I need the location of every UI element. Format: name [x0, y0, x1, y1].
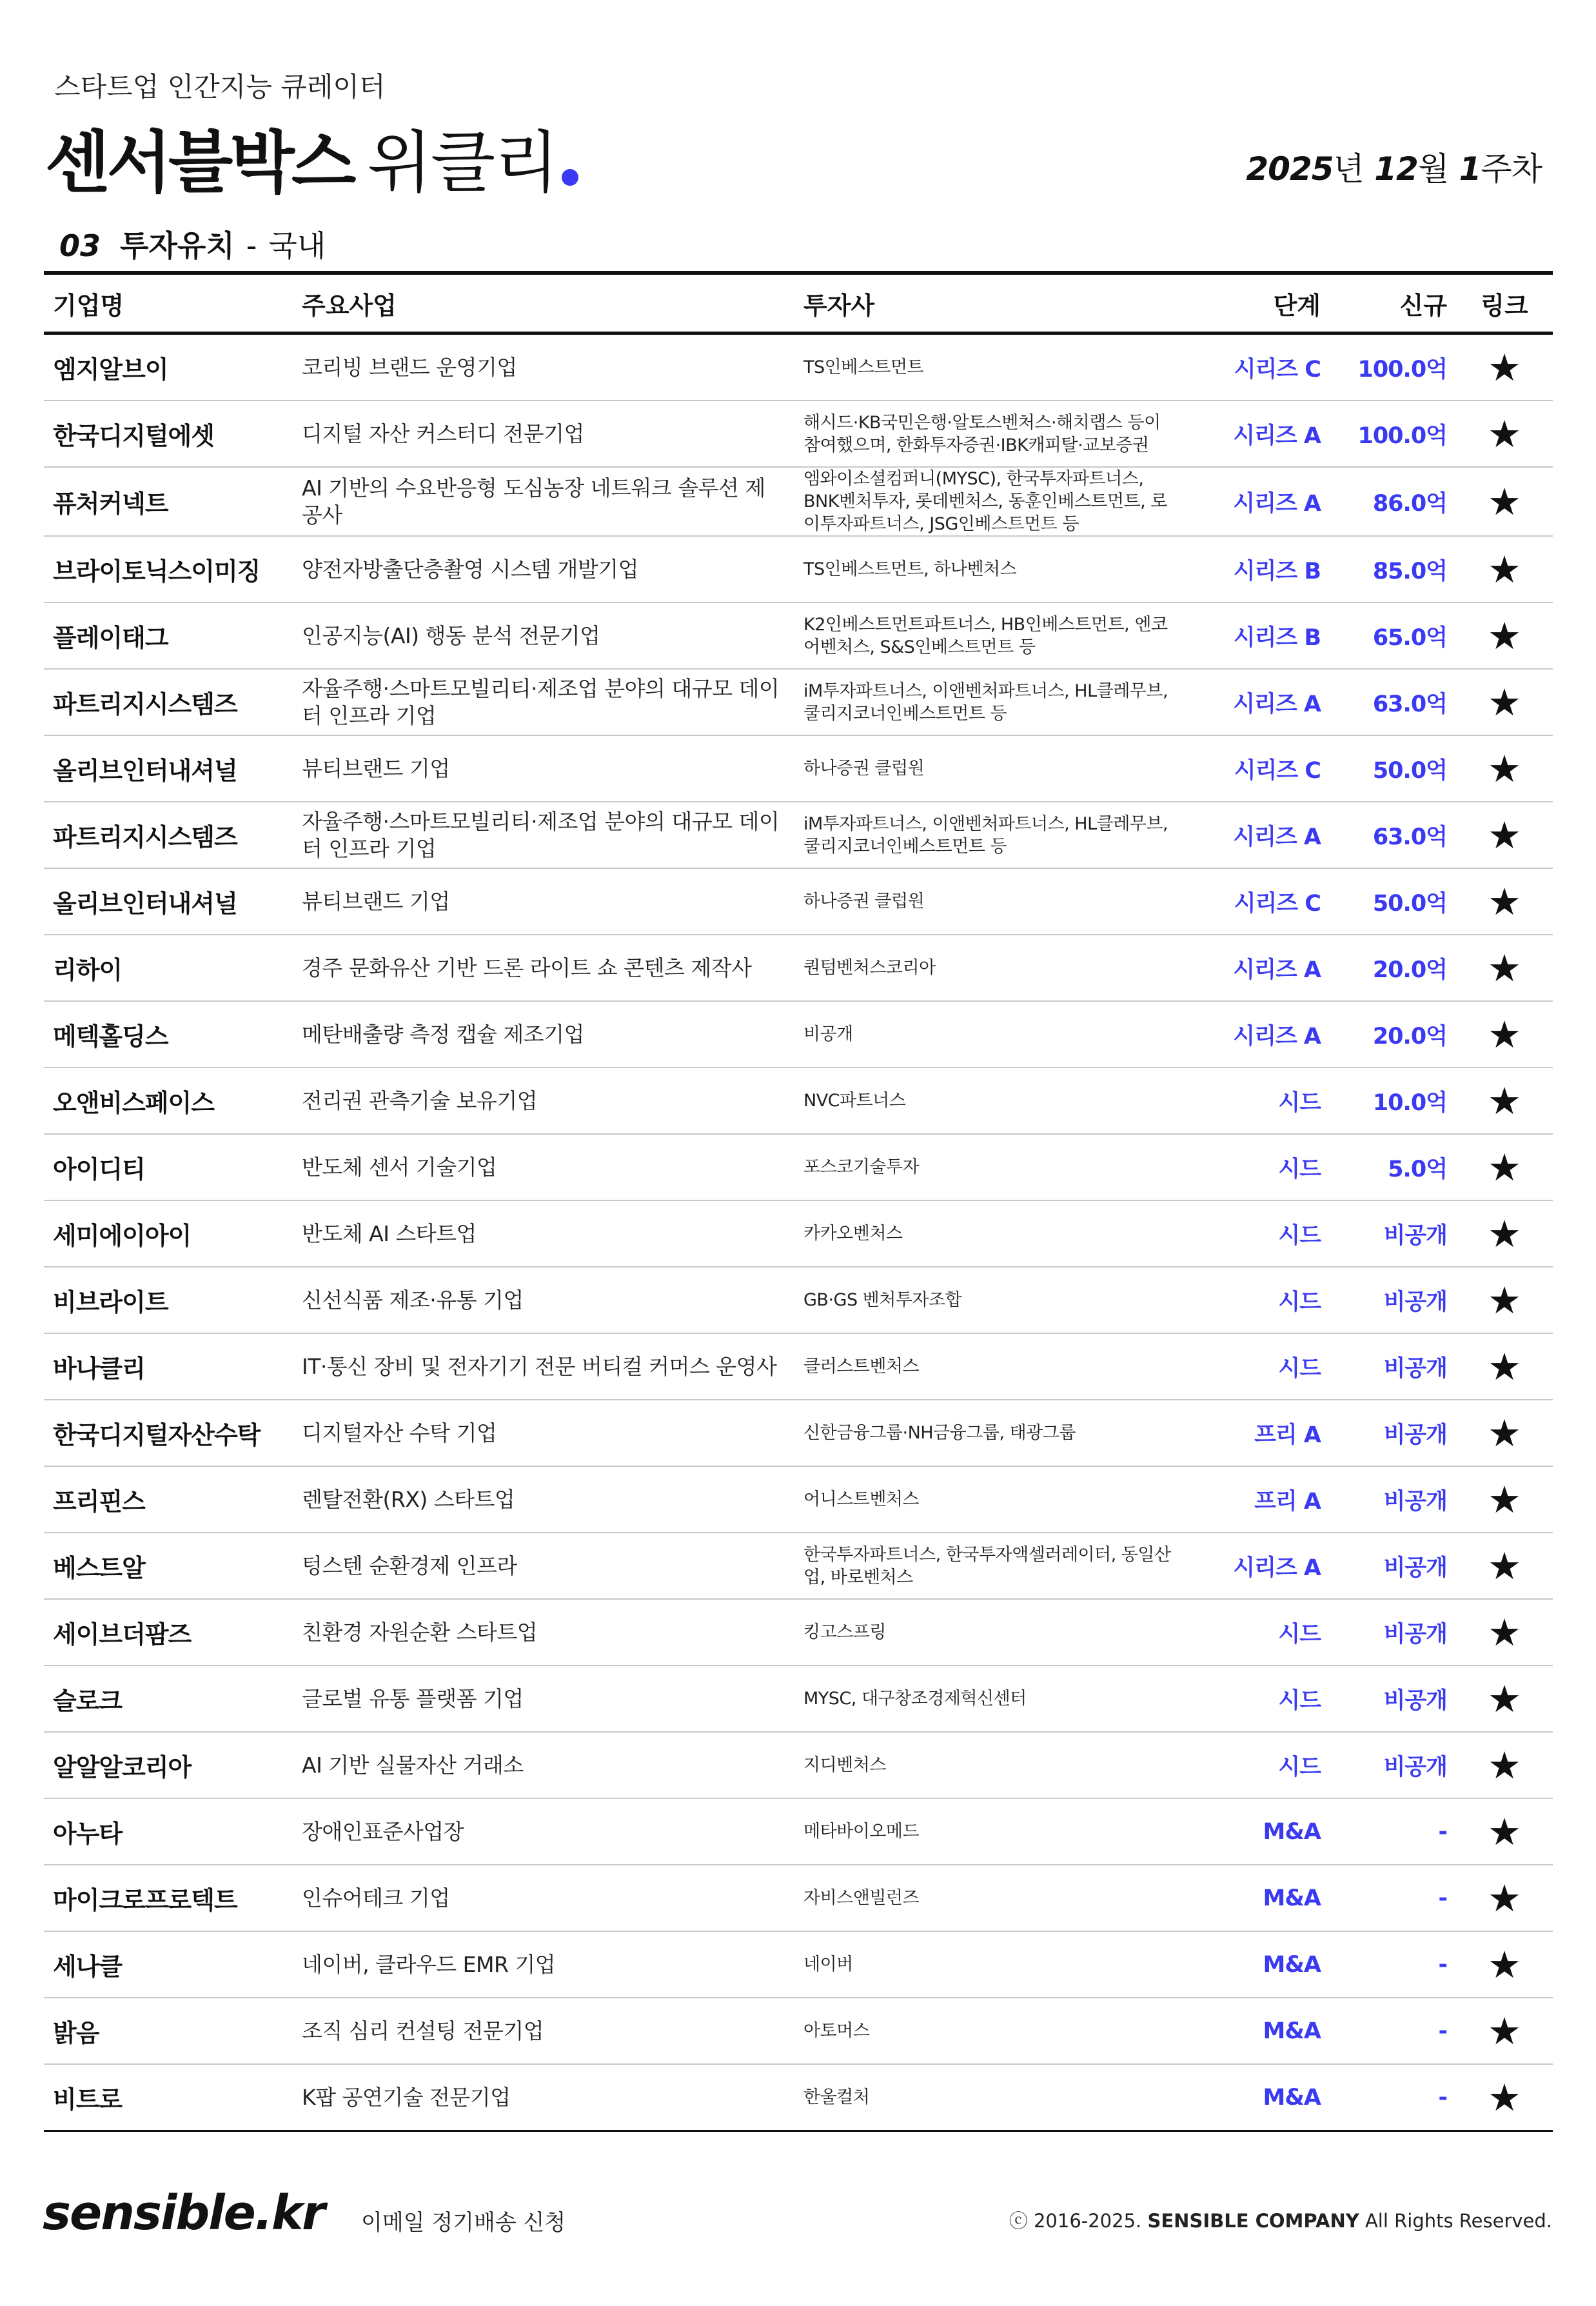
- company-name: 리하이: [44, 935, 293, 1001]
- investor-list: 아토머스: [794, 1998, 1188, 2064]
- star-link-icon[interactable]: ★: [1488, 345, 1521, 390]
- funding-amount: 비공개: [1330, 1400, 1456, 1466]
- table-row: [44, 868, 1553, 935]
- issue-month-suffix: 월: [1417, 150, 1449, 188]
- link-cell: [1456, 1400, 1553, 1466]
- company-name: 엠지알브이: [44, 333, 293, 401]
- funding-amount: 비공개: [1330, 1665, 1456, 1732]
- funding-amount: 50.0억: [1330, 735, 1456, 802]
- funding-amount: -: [1330, 1998, 1456, 2064]
- business-description: IT·통신 장비 및 전자기기 전문 버티컬 커머스 운영사: [293, 1333, 794, 1400]
- investor-list: 어니스트벤처스: [794, 1466, 1188, 1533]
- funding-stage: M&A: [1188, 1931, 1330, 1998]
- link-cell: [1456, 802, 1553, 868]
- funding-stage: M&A: [1188, 2064, 1330, 2131]
- link-cell: [1456, 1599, 1553, 1665]
- business-description: 자율주행·스마트모빌리티·제조업 분야의 대규모 데이터 인프라 기업: [293, 669, 794, 735]
- business-description: 조직 심리 컨설팅 전문기업: [293, 1998, 794, 2064]
- footer-brand[interactable]: sensible.kr: [43, 2185, 324, 2241]
- star-link-icon[interactable]: ★: [1488, 1012, 1521, 1057]
- business-description: 자율주행·스마트모빌리티·제조업 분야의 대규모 데이터 인프라 기업: [293, 802, 794, 868]
- funding-amount: 20.0억: [1330, 935, 1456, 1001]
- business-description: 전리권 관측기술 보유기업: [293, 1068, 794, 1134]
- company-name: 오앤비스페이스: [44, 1068, 293, 1134]
- investor-list: iM투자파트너스, 이앤벤처파트너스, HL클레무브, 쿨리지코너인베스트먼트 등: [794, 802, 1188, 868]
- business-description: 네이버, 클라우드 EMR 기업: [293, 1931, 794, 1998]
- issue-date: [1246, 143, 1542, 190]
- business-description: 인공지능(AI) 행동 분석 전문기업: [293, 602, 794, 669]
- star-link-icon[interactable]: ★: [1488, 879, 1521, 924]
- funding-stage: 프리 A: [1188, 1400, 1330, 1466]
- investor-list: K2인베스트먼트파트너스, HB인베스트먼트, 엔코어벤처스, S&S인베스트먼트 등: [794, 602, 1188, 669]
- funding-amount: -: [1330, 2064, 1456, 2131]
- funding-stage: 시드: [1188, 1200, 1330, 1267]
- business-description: K팝 공연기술 전문기업: [293, 2064, 794, 2131]
- funding-amount: 비공개: [1330, 1599, 1456, 1665]
- business-description: 뷰티브랜드 기업: [293, 868, 794, 935]
- table-row: [44, 1865, 1553, 1931]
- investment-table: [44, 271, 1553, 2132]
- link-cell: [1456, 1732, 1553, 1798]
- table-row: [44, 935, 1553, 1001]
- table-row: [44, 1931, 1553, 1998]
- table-row: [44, 1134, 1553, 1200]
- table-row: [44, 1998, 1553, 2064]
- investor-list: 킹고스프링: [794, 1599, 1188, 1665]
- business-description: AI 기반 실물자산 거래소: [293, 1732, 794, 1798]
- star-link-icon[interactable]: ★: [1488, 1344, 1521, 1389]
- company-name: 플레이태그: [44, 602, 293, 669]
- section-separator: -: [246, 228, 257, 263]
- col-header-business: 주요사업: [293, 273, 794, 333]
- funding-stage: 시드: [1188, 1267, 1330, 1333]
- issue-month: 12: [1374, 150, 1418, 188]
- funding-stage: 시드: [1188, 1333, 1330, 1400]
- investor-list: TS인베스트먼트: [794, 333, 1188, 401]
- star-link-icon[interactable]: ★: [1488, 2009, 1521, 2053]
- funding-stage: M&A: [1188, 1798, 1330, 1865]
- star-link-icon[interactable]: ★: [1488, 1477, 1521, 1522]
- company-name: 바나클리: [44, 1333, 293, 1400]
- company-name: 슬로크: [44, 1665, 293, 1732]
- investor-list: 포스코기술투자: [794, 1134, 1188, 1200]
- table-row: [44, 536, 1553, 602]
- star-link-icon[interactable]: ★: [1488, 1078, 1521, 1123]
- business-description: AI 기반의 수요반응형 도심농장 네트워크 솔루션 제공사: [293, 467, 794, 536]
- link-cell: [1456, 935, 1553, 1001]
- star-link-icon[interactable]: ★: [1488, 1544, 1521, 1588]
- star-link-icon[interactable]: ★: [1488, 1809, 1521, 1854]
- investor-list: TS인베스트먼트, 하나벤처스: [794, 536, 1188, 602]
- business-description: 친환경 자원순환 스타트업: [293, 1599, 794, 1665]
- funding-amount: -: [1330, 1931, 1456, 1998]
- star-link-icon[interactable]: ★: [1488, 412, 1521, 456]
- link-cell: [1456, 536, 1553, 602]
- issue-year-suffix: 년: [1333, 150, 1364, 188]
- table-row: [44, 333, 1553, 401]
- table-row: [44, 2064, 1553, 2131]
- table-row: [44, 1732, 1553, 1798]
- issue-year: 2025: [1246, 150, 1334, 188]
- company-name: 프리핀스: [44, 1466, 293, 1533]
- funding-stage: 시드: [1188, 1665, 1330, 1732]
- subscribe-link[interactable]: 이메일 정기배송 신청: [361, 2210, 566, 2236]
- company-name: 마이크로프로텍트: [44, 1865, 293, 1931]
- business-description: 반도체 AI 스타트업: [293, 1200, 794, 1267]
- business-description: 양전자방출단층촬영 시스템 개발기업: [293, 536, 794, 602]
- link-cell: [1456, 1068, 1553, 1134]
- company-name: 한국디지털자산수탁: [44, 1400, 293, 1466]
- table-row: [44, 602, 1553, 669]
- table-row: [44, 1798, 1553, 1865]
- business-description: 뷰티브랜드 기업: [293, 735, 794, 802]
- funding-stage: 시드: [1188, 1134, 1330, 1200]
- newsletter-title: [45, 108, 578, 205]
- business-description: 글로벌 유통 플랫폼 기업: [293, 1665, 794, 1732]
- funding-amount: -: [1330, 1865, 1456, 1931]
- link-cell: [1456, 333, 1553, 401]
- funding-amount: 5.0억: [1330, 1134, 1456, 1200]
- link-cell: [1456, 735, 1553, 802]
- col-header-amount: 신규: [1330, 273, 1456, 333]
- funding-stage: 시리즈 C: [1188, 868, 1330, 935]
- funding-amount: 100.0억: [1330, 333, 1456, 401]
- link-cell: [1456, 1931, 1553, 1998]
- funding-stage: 프리 A: [1188, 1466, 1330, 1533]
- star-link-icon[interactable]: ★: [1488, 1278, 1521, 1322]
- investor-list: iM투자파트너스, 이앤벤처파트너스, HL클레무브, 쿨리지코너인베스트먼트 등: [794, 669, 1188, 735]
- table-row: [44, 401, 1553, 467]
- link-cell: [1456, 1865, 1553, 1931]
- investor-list: 하나증권 클럽원: [794, 735, 1188, 802]
- table-header-row: [44, 273, 1553, 333]
- section-number: 03: [59, 228, 101, 263]
- company-name: 비브라이트: [44, 1267, 293, 1333]
- star-link-icon[interactable]: ★: [1488, 1610, 1521, 1655]
- table-row: [44, 802, 1553, 868]
- business-description: 장애인표준사업장: [293, 1798, 794, 1865]
- link-cell: [1456, 1533, 1553, 1599]
- link-cell: [1456, 1998, 1553, 2064]
- funding-stage: 시리즈 A: [1188, 467, 1330, 536]
- link-cell: [1456, 401, 1553, 467]
- funding-stage: 시리즈 A: [1188, 669, 1330, 735]
- star-link-icon[interactable]: ★: [1488, 2075, 1521, 2120]
- funding-stage: 시리즈 A: [1188, 1533, 1330, 1599]
- star-link-icon[interactable]: ★: [1488, 1676, 1521, 1721]
- star-link-icon[interactable]: ★: [1488, 1145, 1521, 1189]
- funding-amount: 10.0억: [1330, 1068, 1456, 1134]
- funding-amount: 100.0억: [1330, 401, 1456, 467]
- funding-stage: 시리즈 C: [1188, 333, 1330, 401]
- header-subtitle: 스타트업 인간지능 큐레이터: [54, 71, 386, 103]
- funding-amount: 비공개: [1330, 1533, 1456, 1599]
- company-name: 아이디티: [44, 1134, 293, 1200]
- funding-stage: 시리즈 B: [1188, 602, 1330, 669]
- star-link-icon[interactable]: ★: [1488, 746, 1521, 791]
- investor-list: 메타바이오메드: [794, 1798, 1188, 1865]
- col-header-link: 링크: [1456, 273, 1553, 333]
- title-bold: 센서블박스: [45, 123, 353, 202]
- table-row: [44, 1599, 1553, 1665]
- investor-list: 한국투자파트너스, 한국투자액셀러레이터, 동일산업, 바로벤처스: [794, 1533, 1188, 1599]
- company-name: 메텍홀딩스: [44, 1001, 293, 1068]
- funding-stage: 시리즈 A: [1188, 401, 1330, 467]
- business-description: 텅스텐 순환경제 인프라: [293, 1533, 794, 1599]
- link-cell: [1456, 2064, 1553, 2131]
- table-row: [44, 1068, 1553, 1134]
- investor-list: 엠와이소셜컴퍼니(MYSC), 한국투자파트너스, BNK벤처투자, 롯데벤처스, 동훈인베스트먼트, 로이투자파트너스, JSG인베스트먼트 등: [794, 467, 1188, 536]
- investor-list: 클러스트벤처스: [794, 1333, 1188, 1400]
- funding-amount: 20.0억: [1330, 1001, 1456, 1068]
- company-name: 비트로: [44, 2064, 293, 2131]
- table-row: [44, 735, 1553, 802]
- business-description: 경주 문화유산 기반 드론 라이트 쇼 콘텐츠 제작사: [293, 935, 794, 1001]
- funding-amount: 85.0억: [1330, 536, 1456, 602]
- business-description: 메탄배출량 측정 캡슐 제조기업: [293, 1001, 794, 1068]
- funding-stage: M&A: [1188, 1998, 1330, 2064]
- copyright-rights: All Rights Reserved.: [1364, 2210, 1552, 2232]
- investor-list: 자비스앤빌런즈: [794, 1865, 1188, 1931]
- table-row: [44, 467, 1553, 536]
- business-description: 반도체 센서 기술기업: [293, 1134, 794, 1200]
- investor-list: 한울컬처: [794, 2064, 1188, 2131]
- star-link-icon[interactable]: ★: [1488, 1743, 1521, 1787]
- funding-amount: 비공개: [1330, 1200, 1456, 1267]
- table-row: [44, 1267, 1553, 1333]
- star-link-icon[interactable]: ★: [1488, 479, 1521, 524]
- company-name: 세이브더팜즈: [44, 1599, 293, 1665]
- table-row: [44, 1333, 1553, 1400]
- funding-amount: 65.0억: [1330, 602, 1456, 669]
- investor-list: 네이버: [794, 1931, 1188, 1998]
- table-row: [44, 1200, 1553, 1267]
- link-cell: [1456, 467, 1553, 536]
- link-cell: [1456, 1200, 1553, 1267]
- title-dot-icon: [562, 169, 578, 186]
- link-cell: [1456, 1333, 1553, 1400]
- company-name: 브라이토닉스이미징: [44, 536, 293, 602]
- funding-stage: 시드: [1188, 1599, 1330, 1665]
- funding-amount: 비공개: [1330, 1466, 1456, 1533]
- company-name: 아누타: [44, 1798, 293, 1865]
- star-link-icon[interactable]: ★: [1488, 1211, 1521, 1256]
- table-row: [44, 1533, 1553, 1599]
- business-description: 신선식품 제조·유통 기업: [293, 1267, 794, 1333]
- funding-stage: 시드: [1188, 1068, 1330, 1134]
- table-row: [44, 1400, 1553, 1466]
- link-cell: [1456, 1001, 1553, 1068]
- link-cell: [1456, 602, 1553, 669]
- section-region: 국내: [268, 228, 326, 263]
- table-row: [44, 1466, 1553, 1533]
- business-description: 렌탈전환(RX) 스타트업: [293, 1466, 794, 1533]
- investor-list: GB·GS 벤처투자조합: [794, 1267, 1188, 1333]
- funding-amount: 비공개: [1330, 1267, 1456, 1333]
- funding-amount: -: [1330, 1798, 1456, 1865]
- investor-list: 해시드·KB국민은행·알토스벤처스·해치랩스 등이 참여했으며, 한화투자증권·IBK캐피탈·교보증권: [794, 401, 1188, 467]
- col-header-company: 기업명: [44, 273, 293, 333]
- star-link-icon[interactable]: ★: [1488, 547, 1521, 591]
- company-name: 세나클: [44, 1931, 293, 1998]
- investor-list: 비공개: [794, 1001, 1188, 1068]
- star-link-icon[interactable]: ★: [1488, 1876, 1521, 1920]
- table-row: [44, 669, 1553, 735]
- company-name: 베스트알: [44, 1533, 293, 1599]
- company-name: 밝음: [44, 1998, 293, 2064]
- star-link-icon[interactable]: ★: [1488, 1942, 1521, 1987]
- section-name: 투자유치: [120, 228, 235, 263]
- company-name: 퓨처커넥트: [44, 467, 293, 536]
- investor-list: NVC파트너스: [794, 1068, 1188, 1134]
- funding-stage: 시리즈 A: [1188, 802, 1330, 868]
- investor-list: MYSC, 대구창조경제혁신센터: [794, 1665, 1188, 1732]
- copyright-years: ⓒ 2016-2025.: [1009, 2210, 1142, 2232]
- funding-stage: 시리즈 A: [1188, 1001, 1330, 1068]
- investor-list: 하나증권 클럽원: [794, 868, 1188, 935]
- funding-stage: 시드: [1188, 1732, 1330, 1798]
- link-cell: [1456, 1466, 1553, 1533]
- star-link-icon[interactable]: ★: [1488, 680, 1521, 724]
- link-cell: [1456, 1798, 1553, 1865]
- funding-stage: 시리즈 A: [1188, 935, 1330, 1001]
- copyright: [1009, 2207, 1552, 2233]
- issue-week: 1: [1459, 150, 1481, 188]
- star-link-icon[interactable]: ★: [1488, 1411, 1521, 1455]
- link-cell: [1456, 1134, 1553, 1200]
- company-name: 올리브인터내셔널: [44, 735, 293, 802]
- company-name: 파트리지시스템즈: [44, 802, 293, 868]
- company-name: 파트리지시스템즈: [44, 669, 293, 735]
- funding-stage: 시리즈 B: [1188, 536, 1330, 602]
- funding-amount: 63.0억: [1330, 802, 1456, 868]
- funding-stage: 시리즈 C: [1188, 735, 1330, 802]
- investor-list: 지디벤처스: [794, 1732, 1188, 1798]
- funding-amount: 50.0억: [1330, 868, 1456, 935]
- col-header-stage: 단계: [1188, 273, 1330, 333]
- funding-amount: 비공개: [1330, 1732, 1456, 1798]
- link-cell: [1456, 669, 1553, 735]
- investor-list: 카카오벤처스: [794, 1200, 1188, 1267]
- table-body: [44, 333, 1553, 2131]
- copyright-company: SENSIBLE COMPANY: [1147, 2210, 1359, 2232]
- star-link-icon[interactable]: ★: [1488, 946, 1521, 990]
- funding-amount: 86.0억: [1330, 467, 1456, 536]
- business-description: 디지털자산 수탁 기업: [293, 1400, 794, 1466]
- link-cell: [1456, 1665, 1553, 1732]
- title-light: 위클리: [367, 123, 558, 202]
- star-link-icon[interactable]: ★: [1488, 813, 1521, 857]
- link-cell: [1456, 868, 1553, 935]
- company-name: 올리브인터내셔널: [44, 868, 293, 935]
- investor-list: 신한금융그룹·NH금융그룹, 태광그룹: [794, 1400, 1188, 1466]
- business-description: 디지털 자산 커스터디 전문기업: [293, 401, 794, 467]
- star-link-icon[interactable]: ★: [1488, 613, 1521, 658]
- issue-week-suffix: 주차: [1481, 150, 1542, 188]
- funding-stage: M&A: [1188, 1865, 1330, 1931]
- table-row: [44, 1001, 1553, 1068]
- section-title: [59, 223, 326, 265]
- company-name: 한국디지털에셋: [44, 401, 293, 467]
- investor-list: 퀀텀벤처스코리아: [794, 935, 1188, 1001]
- funding-amount: 비공개: [1330, 1333, 1456, 1400]
- company-name: 알알알코리아: [44, 1732, 293, 1798]
- company-name: 세미에이아이: [44, 1200, 293, 1267]
- col-header-investors: 투자사: [794, 273, 1188, 333]
- link-cell: [1456, 1267, 1553, 1333]
- funding-amount: 63.0억: [1330, 669, 1456, 735]
- business-description: 인슈어테크 기업: [293, 1865, 794, 1931]
- business-description: 코리빙 브랜드 운영기업: [293, 333, 794, 401]
- table-row: [44, 1665, 1553, 1732]
